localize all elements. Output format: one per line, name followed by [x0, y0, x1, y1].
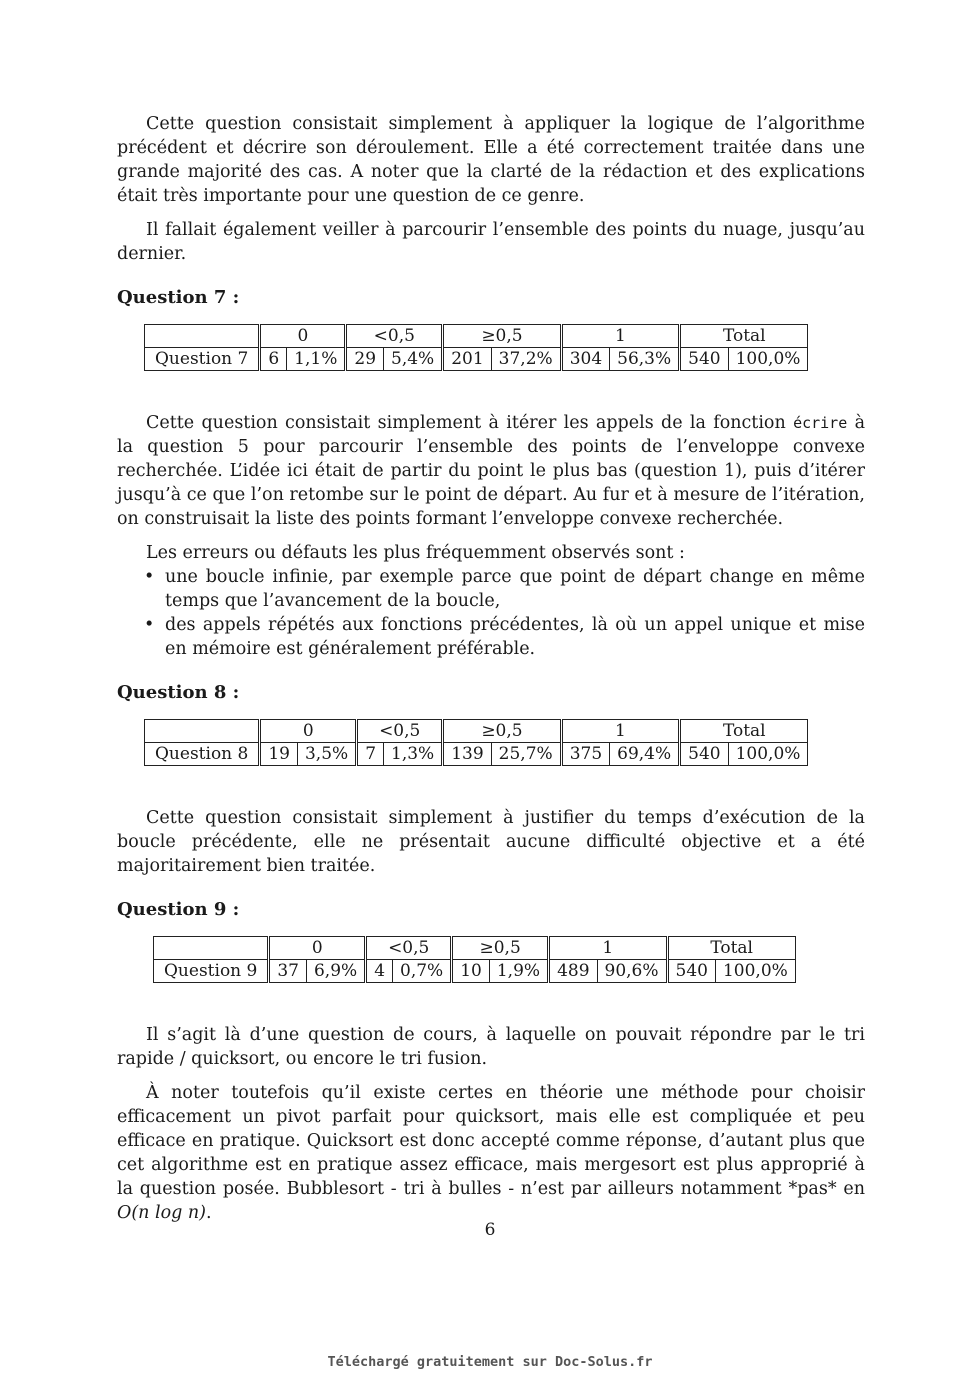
pct-total: 100,0% — [728, 348, 808, 371]
count-0: 19 — [260, 743, 298, 766]
count-ge-half: 10 — [452, 960, 490, 983]
errors-list — [117, 565, 865, 661]
list-item-text: des appels répétés aux fonctions précédentes, là où un appel unique et mise en mémoire est généralement préférable. — [165, 615, 865, 659]
table-corner-cell — [154, 937, 269, 960]
pct-1: 69,4% — [610, 743, 680, 766]
header-0: 0 — [260, 720, 357, 743]
table-row — [145, 348, 808, 371]
bullet-icon: • — [144, 567, 155, 587]
pct-1: 90,6% — [597, 960, 667, 983]
document-page — [117, 112, 865, 1235]
function-name-code: écrire — [793, 414, 848, 432]
question-7-table — [144, 324, 808, 371]
count-ge-half: 201 — [443, 348, 491, 371]
header-lt-half: <0,5 — [357, 720, 443, 743]
header-lt-half: <0,5 — [366, 937, 452, 960]
count-lt-half: 4 — [366, 960, 393, 983]
paragraph-q6-note: Il fallait également veiller à parcourir l’ensemble des points du nuage, jusqu’au dernier. — [117, 220, 865, 264]
pct-0: 6,9% — [306, 960, 365, 983]
header-1: 1 — [549, 937, 667, 960]
paragraph-q8-comment: Cette question consistait simplement à justifier du temps d’exécution de la boucle précédente, elle ne présentait aucune difficulté objective et a été majoritairement bien traitée. — [117, 808, 865, 876]
pct-lt-half: 1,3% — [384, 743, 443, 766]
pct-total: 100,0% — [715, 960, 795, 983]
count-ge-half: 139 — [443, 743, 491, 766]
header-ge-half: ≥0,5 — [443, 720, 561, 743]
count-1: 489 — [549, 960, 597, 983]
list-item — [117, 565, 865, 613]
pct-1: 56,3% — [610, 348, 680, 371]
question-9-table — [153, 936, 796, 983]
paragraph-q9-note — [117, 1081, 865, 1225]
count-0: 37 — [269, 960, 307, 983]
pct-lt-half: 5,4% — [384, 348, 443, 371]
table-corner-cell — [145, 325, 260, 348]
paragraph-q7-comment — [117, 411, 865, 531]
count-0: 6 — [260, 348, 287, 371]
count-lt-half: 7 — [357, 743, 384, 766]
header-1: 1 — [561, 720, 679, 743]
question-8-table — [144, 719, 808, 766]
list-item — [117, 613, 865, 661]
pct-ge-half: 37,2% — [491, 348, 561, 371]
count-1: 304 — [561, 348, 609, 371]
header-0: 0 — [269, 937, 366, 960]
paragraph-q9-note-text: À noter toutefois qu’il existe certes en théorie une méthode pour choisir efficacement un pivot parfait pour quicksort, mais elle est compliquée et peu efficace en pratique. Quicksort est donc accepté comme réponse, d’autant plus que cet algorithme est en pratique assez efficace, mais mergesort est plus approprié à la question posée. Bubblesort - tri à bulles - n’est par ailleurs notamment *pas* en — [117, 1083, 865, 1199]
header-total: Total — [667, 937, 795, 960]
count-total: 540 — [680, 743, 728, 766]
paragraph-q7-part1: Cette question consistait simplement à itérer les appels de la fonction — [146, 413, 794, 433]
row-label: Question 7 — [145, 348, 260, 371]
paragraph-q9-comment: Il s’agit là d’une question de cours, à laquelle on pouvait répondre par le tri rapide / quicksort, ou encore le tri fusion. — [117, 1025, 865, 1069]
table-header-row — [154, 937, 796, 960]
pct-0: 1,1% — [287, 348, 346, 371]
complexity-formula: O(n log n) — [117, 1203, 207, 1223]
list-item-text: une boucle infinie, par exemple parce que point de départ change en même temps que l’avancement de la boucle, — [165, 567, 865, 611]
question-9-heading: Question 9 : — [117, 899, 240, 920]
question-7-heading: Question 7 : — [117, 287, 240, 308]
pct-lt-half: 0,7% — [393, 960, 452, 983]
footer-link-text[interactable]: Téléchargé gratuitement sur Doc-Solus.fr — [327, 1354, 653, 1370]
paragraph-q9-note-end: . — [206, 1203, 212, 1223]
header-ge-half: ≥0,5 — [443, 325, 561, 348]
count-total: 540 — [667, 960, 715, 983]
paragraph-q6-comment: Cette question consistait simplement à appliquer la logique de l’algorithme précédent et décrire son déroulement. Elle a été correctement traitée dans une grande majorité des cas. A noter que la clarté de la rédaction et des explications était très importante pour une question de ce genre. — [117, 114, 865, 206]
pct-ge-half: 1,9% — [489, 960, 548, 983]
header-total: Total — [680, 720, 808, 743]
pct-total: 100,0% — [728, 743, 808, 766]
table-header-row — [145, 325, 808, 348]
header-total: Total — [680, 325, 808, 348]
bullet-icon: • — [144, 615, 155, 635]
count-total: 540 — [680, 348, 728, 371]
pct-0: 3,5% — [297, 743, 356, 766]
row-label: Question 9 — [154, 960, 269, 983]
paragraph-errors-intro: Les erreurs ou défauts les plus fréquemment observés sont : — [146, 543, 685, 563]
paragraph-q7-part2: à la question 5 pour parcourir l’ensemble des points de l’enveloppe convexe recherchée. L’idée ici était de partir du point le plus bas (question 1), puis d’itérer jusqu’à ce que l’on retombe sur le point de départ. Au fur et à mesure de l’itération, on construisait la liste des points formant l’enveloppe convexe recherchée. — [117, 413, 865, 529]
question-8-heading: Question 8 : — [117, 682, 240, 703]
header-ge-half: ≥0,5 — [452, 937, 549, 960]
table-row — [145, 743, 808, 766]
table-header-row — [145, 720, 808, 743]
count-lt-half: 29 — [346, 348, 384, 371]
header-lt-half: <0,5 — [346, 325, 443, 348]
table-row — [154, 960, 796, 983]
page-number: 6 — [484, 1220, 496, 1240]
table-corner-cell — [145, 720, 260, 743]
header-1: 1 — [561, 325, 679, 348]
count-1: 375 — [561, 743, 609, 766]
pct-ge-half: 25,7% — [491, 743, 561, 766]
row-label: Question 8 — [145, 743, 260, 766]
header-0: 0 — [260, 325, 346, 348]
